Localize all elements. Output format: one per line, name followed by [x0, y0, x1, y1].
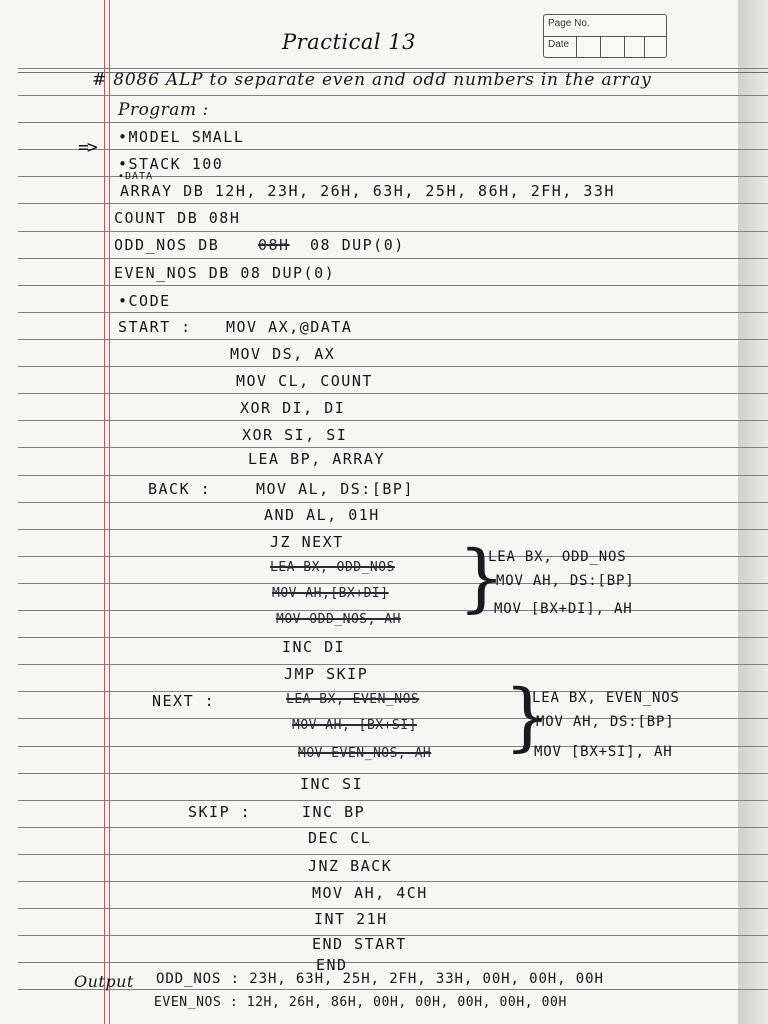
- struck-line-1: LEA BX, ODD_NOS: [270, 560, 395, 575]
- brace-odd: }: [458, 535, 506, 621]
- code-line-inc-di: INC DI: [282, 638, 346, 656]
- code-line-end: END: [316, 956, 348, 974]
- ruled-line: [18, 529, 768, 530]
- margin-line-right: [109, 0, 110, 1024]
- page-no-label: Page No.: [548, 18, 590, 29]
- date-label: Date: [548, 39, 570, 50]
- code-line-end-start: END START: [312, 935, 407, 953]
- ruled-line: [18, 122, 768, 123]
- ruled-line: [18, 475, 768, 476]
- code-line-inc-bp: INC BP: [302, 803, 366, 821]
- ruled-line: [18, 773, 768, 774]
- ruled-line: [18, 502, 768, 503]
- ruled-line: [18, 258, 768, 259]
- code-line-mov-ax-data: MOV AX,@DATA: [226, 318, 353, 336]
- code-line-lea-bp: LEA BP, ARRAY: [248, 450, 385, 468]
- even-nos-definition: EVEN_NOS DB 08 DUP(0): [114, 264, 336, 282]
- struck-line-2: MOV AH,[BX+DI]: [272, 586, 389, 601]
- code-line-jz-next: JZ NEXT: [270, 533, 344, 551]
- next-label: NEXT :: [152, 692, 216, 710]
- side-note-5: MOV AH, DS:[BP]: [536, 714, 675, 730]
- ruled-line: [18, 881, 768, 882]
- array-definition: ARRAY DB 12H, 23H, 26H, 63H, 25H, 86H, 2FH, 33H: [120, 182, 615, 200]
- ruled-line: [18, 556, 768, 557]
- program-heading: # 8086 ALP to separate even and odd numbers in the array: [92, 70, 652, 90]
- page-title: Practical 13: [282, 30, 416, 54]
- side-note-1: LEA BX, ODD_NOS: [488, 549, 627, 565]
- code-line-int-21h: INT 21H: [314, 910, 388, 928]
- side-note-3: MOV [BX+DI], AH: [494, 601, 633, 617]
- ruled-line: [18, 447, 768, 448]
- arrow-icon: =>: [78, 137, 96, 158]
- code-line-mov-cl-count: MOV CL, COUNT: [236, 372, 373, 390]
- brace-even: }: [504, 674, 552, 760]
- model-directive: •MODEL SMALL: [118, 128, 245, 146]
- ruled-line: [18, 610, 768, 611]
- code-line-xor-si: XOR SI, SI: [242, 426, 348, 444]
- ruled-line: [18, 637, 768, 638]
- ruled-line: [18, 420, 768, 421]
- program-label: Program :: [118, 100, 209, 120]
- ruled-line: [18, 285, 768, 286]
- side-note-6: MOV [BX+SI], AH: [534, 744, 673, 760]
- ruled-line: [18, 203, 768, 204]
- code-directive: •CODE: [118, 292, 171, 310]
- struck-line-5: MOV AH, [BX+SI]: [292, 718, 417, 733]
- side-note-2: MOV AH, DS:[BP]: [496, 573, 635, 589]
- code-line-mov-al: MOV AL, DS:[BP]: [256, 480, 414, 498]
- code-line-xor-di: XOR DI, DI: [240, 399, 346, 417]
- ruled-line: [18, 312, 768, 313]
- ruled-line: [18, 908, 768, 909]
- output-odd-nos: ODD_NOS : 23H, 63H, 25H, 2FH, 33H, 00H, 00H, 00H: [156, 971, 604, 987]
- ruled-line: [18, 854, 768, 855]
- ruled-line: [18, 366, 768, 367]
- stack-directive: •STACK 100: [118, 155, 224, 173]
- ruled-line: [18, 149, 768, 150]
- output-even-nos: EVEN_NOS : 12H, 26H, 86H, 00H, 00H, 00H, 00H, 00H: [154, 995, 567, 1010]
- struck-line-6: MOV EVEN_NOS, AH: [298, 746, 432, 761]
- code-line-jnz-back: JNZ BACK: [308, 857, 393, 875]
- output-label: Output: [74, 972, 134, 991]
- ruled-line: [18, 800, 768, 801]
- back-label: BACK :: [148, 480, 212, 498]
- ruled-line: [18, 339, 768, 340]
- side-note-4: LEA BX, EVEN_NOS: [532, 690, 680, 706]
- ruled-line: [18, 231, 768, 232]
- page-edge: [738, 0, 768, 1024]
- code-line-inc-si: INC SI: [300, 775, 364, 793]
- ruled-line: [18, 827, 768, 828]
- margin-line-left: [104, 0, 105, 1024]
- start-label: START :: [118, 318, 192, 336]
- code-line-jmp-skip: JMP SKIP: [284, 665, 369, 683]
- struck-line-3: MOV ODD_NOS, AH: [276, 612, 401, 627]
- code-line-mov-ds-ax: MOV DS, AX: [230, 345, 336, 363]
- code-line-mov-ah-4ch: MOV AH, 4CH: [312, 884, 428, 902]
- ruled-line: [18, 583, 768, 584]
- code-line-dec-cl: DEC CL: [308, 829, 372, 847]
- ruled-line: [18, 393, 768, 394]
- ruled-line: [18, 95, 768, 96]
- ruled-line: [18, 664, 768, 665]
- page-number-box: [543, 14, 667, 58]
- ruled-line: [18, 68, 768, 69]
- data-directive: •DATA: [118, 171, 154, 182]
- skip-label: SKIP :: [188, 803, 252, 821]
- odd-nos-dup: 08 DUP(0): [310, 236, 405, 254]
- ruled-line: [18, 962, 768, 963]
- count-definition: COUNT DB 08H: [114, 209, 241, 227]
- odd-nos-struck-value: 08H: [258, 236, 290, 254]
- struck-line-4: LEA BX, EVEN_NOS: [286, 692, 420, 707]
- code-line-and-al: AND AL, 01H: [264, 506, 380, 524]
- odd-nos-definition: ODD_NOS DB: [114, 236, 220, 254]
